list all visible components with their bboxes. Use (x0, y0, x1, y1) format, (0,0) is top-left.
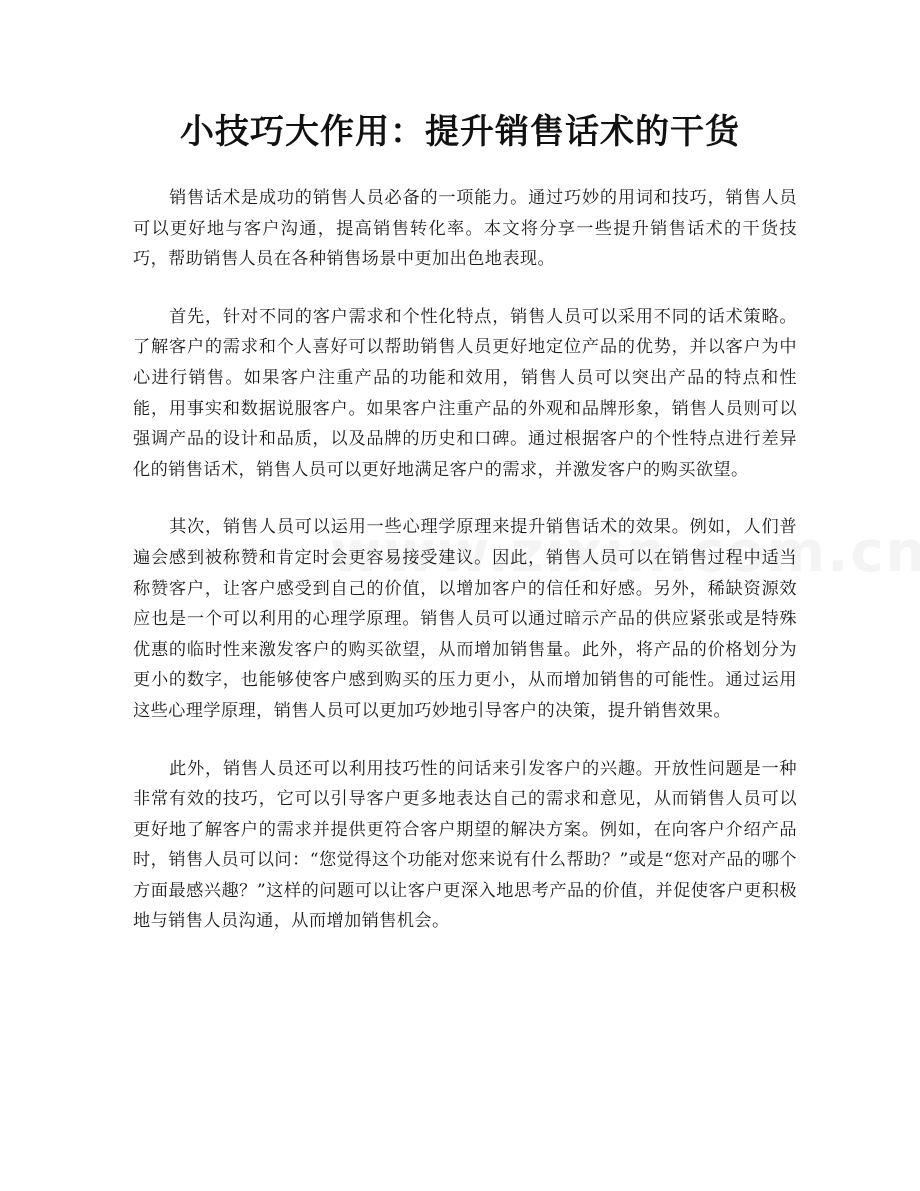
paragraph-first: 首先，针对不同的客户需求和个性化特点，销售人员可以采用不同的话术策略。了解客户的需求和个人喜好可以帮助销售人员更好地定位产品的优势，并以客户为中心进行销售。如果客户注重产品的功能和效用，销售人员可以突出产品的特点和性能，用事实和数据说服客户。如果客户注重产品的外观和品牌形象，销售人员则可以强调产品的设计和品质，以及品牌的历史和口碑。通过根据客户的个性特点进行差异化的销售话术，销售人员可以更好地满足客户的需求，并激发客户的购买欲望。 (133, 306, 797, 480)
paragraph-second: 其次，销售人员可以运用一些心理学原理来提升销售话术的效果。例如，人们普遍会感到被称赞和肯定时会更容易接受建议。因此，销售人员可以在销售过程中适当称赞客户，让客户感受到自己的价值，以增加客户的信任和好感。另外，稀缺资源效应也是一个可以利用的心理学原理。销售人员可以通过暗示产品的供应紧张或是特殊优惠的临时性来激发客户的购买欲望，从而增加销售量。此外，将产品的价格划分为更小的数字，也能够使客户感到购买的压力更小，从而增加销售的可能性。通过运用这些心理学原理，销售人员可以更加巧妙地引导客户的决策，提升销售效果。 (133, 517, 797, 721)
paragraph-intro: 销售话术是成功的销售人员必备的一项能力。通过巧妙的用词和技巧，销售人员可以更好地与客户沟通，提高销售转化率。本文将分享一些提升销售话术的干货技巧，帮助销售人员在各种销售场景中更加出色地表现。 (133, 188, 797, 270)
document-body (133, 183, 797, 964)
document-title: 小技巧大作用：提升销售话术的干货 (180, 112, 740, 152)
paragraph-third: 此外，销售人员还可以利用技巧性的问话来引发客户的兴趣。开放性问题是一种非常有效的技巧，它可以引导客户更多地表达自己的需求和意见，从而销售人员可以更好地了解客户的需求并提供更符合客户期望的解决方案。例如，在向客户介绍产品时，销售人员可以问：“您觉得这个功能对您来说有什么帮助？”或是“您对产品的哪个方面最感兴趣？”这样的问题可以让客户更深入地思考产品的价值，并促使客户更积极地与销售人员沟通，从而增加销售机会。 (133, 758, 797, 932)
